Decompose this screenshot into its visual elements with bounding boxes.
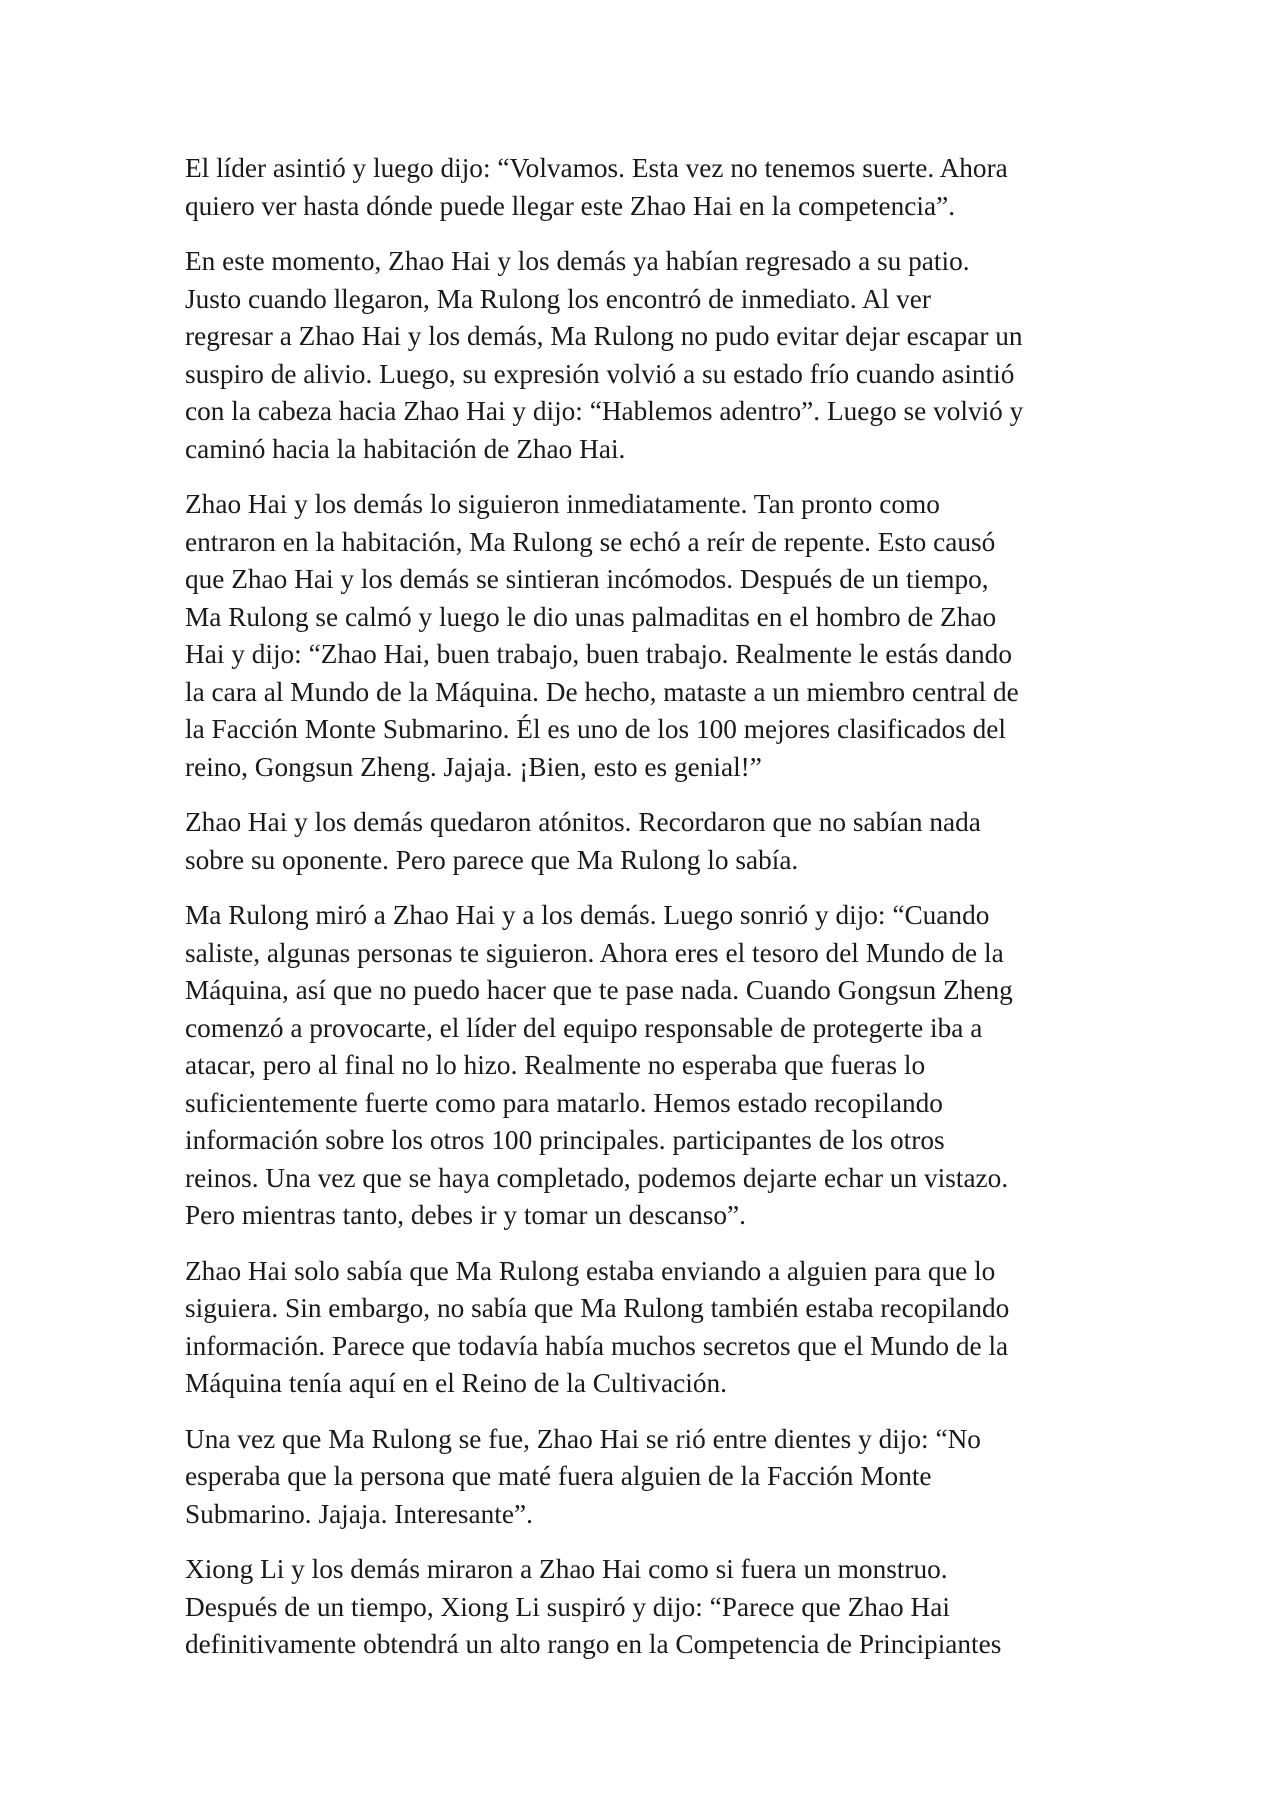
text-line: Hai y dijo: “Zhao Hai, buen trabajo, buen trabajo. Realmente le estás dando [185,639,1012,669]
text-line: El líder asintió y luego dijo: “Volvamos. Esta vez no tenemos suerte. Ahora [185,153,1008,183]
text-line: regresar a Zhao Hai y los demás, Ma Rulong no pudo evitar dejar escapar un [185,321,1023,351]
text-line: siguiera. Sin embargo, no sabía que Ma Rulong también estaba recopilando [185,1293,1010,1323]
paragraph-1 [185,150,1115,225]
text-line: sobre su oponente. Pero parece que Ma Rulong lo sabía. [185,844,799,875]
text-line: entraron en la habitación, Ma Rulong se echó a reír de repente. Esto causó [185,526,996,557]
text-line: la Facción Monte Submarino. Él es uno de los 100 mejores clasificados del [185,714,1006,744]
text-line: En este momento, Zhao Hai y los demás ya habían regresado a su patio. [185,246,970,276]
text-line: quiero ver hasta dónde puede llegar este Zhao Hai en la competencia”. [185,190,956,221]
text-line: Ma Rulong se calmó y luego le dio unas palmaditas en el hombro de Zhao [185,601,997,632]
text-line: esperaba que la persona que maté fuera alguien de la Facción Monte [185,1461,932,1491]
text-line: reinos. Una vez que se haya completado, podemos dejarte echar un vistazo. [185,1162,1009,1193]
text-line: información. Parece que todavía había muchos secretos que el Mundo de la [185,1330,1009,1361]
text-line: Máquina tenía aquí en el Reino de la Cultivación. [185,1368,727,1398]
text-line: Justo cuando llegaron, Ma Rulong los encontró de inmediato. Al ver [185,283,931,314]
text-line: la cara al Mundo de la Máquina. De hecho, mataste a un miembro central de [185,676,1019,707]
document-body [185,150,1115,1682]
text-line: Zhao Hai solo sabía que Ma Rulong estaba enviando a alguien para que lo [185,1255,996,1286]
text-line: Submarino. Jajaja. Interesante”. [185,1498,533,1529]
text-line: atacar, pero al final no lo hizo. Realmente no esperaba que fueras lo [185,1050,926,1080]
text-line: reino, Gongsun Zheng. Jajaja. ¡Bien, esto es genial!” [185,751,762,782]
paragraph-2 [185,243,1115,468]
text-line: Pero mientras tanto, debes ir y tomar un descanso”. [185,1200,746,1230]
text-line: Máquina, así que no puedo hacer que te pase nada. Cuando Gongsun Zheng [185,975,1013,1005]
text-line: comenzó a provocarte, el líder del equipo responsable de protegerte iba a [185,1012,983,1043]
text-line: suficientemente fuerte como para matarlo. Hemos estado recopilando [185,1087,943,1118]
text-line: Xiong Li y los demás miraron a Zhao Hai como si fuera un monstruo. [185,1554,948,1584]
text-line: definitivamente obtendrá un alto rango en la Competencia de Principiantes [185,1629,1002,1659]
text-line: que Zhao Hai y los demás se sintieran incómodos. Después de un tiempo, [185,564,989,594]
text-line: Ma Rulong miró a Zhao Hai y a los demás. Luego sonrió y dijo: “Cuando [185,900,990,930]
paragraph-8 [185,1551,1115,1664]
paragraph-5 [185,897,1115,1235]
paragraph-7 [185,1421,1115,1534]
paragraph-4 [185,804,1115,879]
text-line: Después de un tiempo, Xiong Li suspiró y dijo: “Parece que Zhao Hai [185,1591,950,1622]
text-line: Una vez que Ma Rulong se fue, Zhao Hai se rió entre dientes y dijo: “No [185,1423,981,1454]
text-line: información sobre los otros 100 principales. participantes de los otros [185,1125,945,1155]
text-line: caminó hacia la habitación de Zhao Hai. [185,433,626,464]
text-line: Zhao Hai y los demás quedaron atónitos. Recordaron que no sabían nada [185,807,981,837]
text-line: Zhao Hai y los demás lo siguieron inmediatamente. Tan pronto como [185,489,940,519]
paragraph-6 [185,1253,1115,1403]
text-line: suspiro de alivio. Luego, su expresión volvió a su estado frío cuando asintió [185,358,1015,389]
text-line: con la cabeza hacia Zhao Hai y dijo: “Hablemos adentro”. Luego se volvió y [185,396,1024,426]
paragraph-3 [185,486,1115,786]
text-line: saliste, algunas personas te siguieron. Ahora eres el tesoro del Mundo de la [185,937,1004,968]
